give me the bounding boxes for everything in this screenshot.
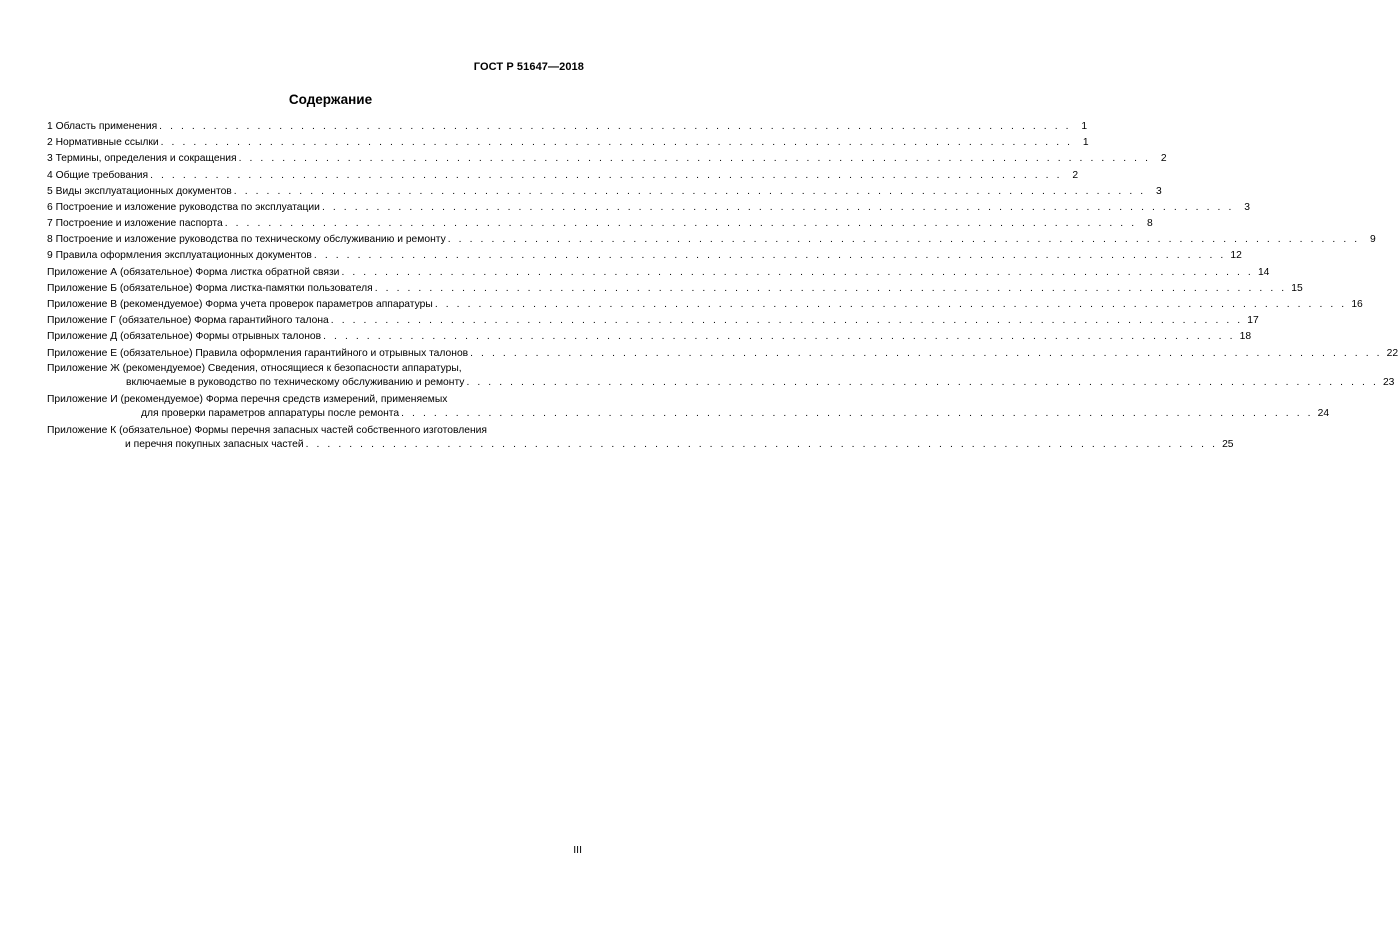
- leader-dots: . . . . . . . . . . . . . . . . . . . . . . . . . . . . . . . . . . . . . . . . . . . . . . . . . . . . . . . . . . . . . . . . . . . . . . . . . . . . . . . . . . . .: [330, 315, 1243, 327]
- leader-dots: . . . . . . . . . . . . . . . . . . . . . . . . . . . . . . . . . . . . . . . . . . . . . . . . . . . . . . . . . . . . . . . . . . . . . . . . . . . . . . . . . . . .: [238, 153, 1151, 165]
- toc-entry-label: 2 Нормативные ссылки: [47, 137, 159, 149]
- toc-entry-page: 16: [1351, 299, 1363, 311]
- toc-entry[interactable]: [47, 119, 1088, 135]
- toc-entry-label: Приложение Е (обязательное) Правила оформления гарантийного и отрывных талонов: [47, 347, 469, 359]
- table-of-contents: [47, 119, 1398, 455]
- leader-dots: . . . . . . . . . . . . . . . . . . . . . . . . . . . . . . . . . . . . . . . . . . . . . . . . . . . . . . . . . . . . . . . . . . . . . . . . . . . . . . . . . . . .: [374, 282, 1287, 294]
- toc-entry-page: 2: [1072, 169, 1079, 181]
- toc-entry[interactable]: [47, 151, 1167, 167]
- toc-entry-label-line2: и перечня покупных запасных частей: [125, 438, 304, 450]
- toc-entry-label: 1 Область применения: [47, 120, 158, 132]
- leader-dots: . . . . . . . . . . . . . . . . . . . . . . . . . . . . . . . . . . . . . . . . . . . . . . . . . . . . . . . . . . . . . . . . . . . . . . . . . . . . . . . . . . . .: [434, 299, 1347, 311]
- page-title: Содержание: [288, 92, 373, 107]
- leader-dots: . . . . . . . . . . . . . . . . . . . . . . . . . . . . . . . . . . . . . . . . . . . . . . . . . . . . . . . . . . . . . . . . . . . . . . . . . . . . . . . . . . . .: [224, 218, 1137, 230]
- document-id-header: ГОСТ Р 51647—2018: [473, 61, 584, 73]
- page-number-footer: III: [573, 844, 582, 856]
- toc-entry-label: 6 Построение и изложение руководства по эксплуатации: [47, 201, 320, 213]
- toc-entry-label: 4 Общие требования: [47, 169, 149, 181]
- leader-dots: . . . . . . . . . . . . . . . . . . . . . . . . . . . . . . . . . . . . . . . . . . . . . . . . . . . . . . . . . . . . . . . . . . . . . . . . . . . . . . . . . . . .: [323, 331, 1236, 343]
- toc-entry-page: 1: [1082, 137, 1089, 149]
- toc-entry-label: 3 Термины, определения и сокращения: [47, 153, 237, 165]
- toc-entry-page: 15: [1291, 282, 1303, 294]
- toc-entry[interactable]: [47, 424, 1234, 452]
- toc-entry[interactable]: [47, 200, 1250, 216]
- toc-entry-label: 9 Правила оформления эксплуатационных документов: [47, 250, 312, 262]
- leader-dots: . . . . . . . . . . . . . . . . . . . . . . . . . . . . . . . . . . . . . . . . . . . . . . . . . . . . . . . . . . . . . . . . . . . . . . . . . . . . . . . . . . . .: [341, 266, 1254, 278]
- toc-entry-page: 2: [1160, 153, 1167, 165]
- toc-entry[interactable]: [47, 297, 1363, 313]
- toc-entry-page: 24: [1317, 407, 1330, 419]
- toc-entry-page: 9: [1370, 234, 1376, 246]
- leader-dots: . . . . . . . . . . . . . . . . . . . . . . . . . . . . . . . . . . . . . . . . . . . . . . . . . . . . . . . . . . . . . . . . . . . . . . . . . . . . . . . . . . . .: [159, 120, 1072, 132]
- toc-entry-label-line1: Приложение И (рекомендуемое) Форма перечня средств измерений, применяемых: [47, 393, 448, 405]
- toc-entry-label: 8 Построение и изложение руководства по техническому обслуживанию и ремонту: [47, 234, 446, 246]
- toc-entry-page: 3: [1244, 201, 1250, 213]
- leader-dots: . . . . . . . . . . . . . . . . . . . . . . . . . . . . . . . . . . . . . . . . . . . . . . . . . . . . . . . . . . . . . . . . . . . . . . . . . . . . . . . . . . . .: [401, 407, 1314, 419]
- toc-entry-label: Приложение Г (обязательное) Форма гарантийного талона: [47, 315, 329, 327]
- toc-entry[interactable]: [47, 135, 1089, 151]
- leader-dots: . . . . . . . . . . . . . . . . . . . . . . . . . . . . . . . . . . . . . . . . . . . . . . . . . . . . . . . . . . . . . . . . . . . . . . . . . . . . . . . . . . . .: [305, 438, 1218, 450]
- toc-entry[interactable]: [47, 362, 1395, 390]
- toc-entry-label-line2: для проверки параметров аппаратуры после ремонта: [141, 407, 400, 419]
- toc-entry-label: Приложение Б (обязательное) Форма листка-памятки пользователя: [47, 282, 373, 294]
- toc-entry[interactable]: [47, 346, 1398, 362]
- toc-entry-label-line2: включаемые в руководство по техническому обслуживанию и ремонту: [126, 376, 465, 388]
- leader-dots: . . . . . . . . . . . . . . . . . . . . . . . . . . . . . . . . . . . . . . . . . . . . . . . . . . . . . . . . . . . . . . . . . . . . . . . . . . . . . . . . . . . .: [233, 185, 1146, 197]
- toc-entry-page: 18: [1239, 331, 1252, 343]
- toc-entry-page: 14: [1257, 266, 1270, 278]
- toc-entry[interactable]: [47, 184, 1162, 200]
- toc-entry[interactable]: [47, 168, 1079, 184]
- toc-entry-page: 3: [1156, 185, 1162, 197]
- toc-entry-page: 1: [1081, 120, 1088, 132]
- toc-entry-label-line1: Приложение Ж (рекомендуемое) Сведения, относящиеся к безопасности аппаратуры,: [47, 362, 462, 374]
- leader-dots: . . . . . . . . . . . . . . . . . . . . . . . . . . . . . . . . . . . . . . . . . . . . . . . . . . . . . . . . . . . . . . . . . . . . . . . . . . . . . . . . . . . .: [150, 169, 1063, 181]
- toc-entry-label: Приложение А (обязательное) Форма листка обратной связи: [47, 266, 340, 278]
- toc-entry[interactable]: [47, 313, 1259, 329]
- leader-dots: . . . . . . . . . . . . . . . . . . . . . . . . . . . . . . . . . . . . . . . . . . . . . . . . . . . . . . . . . . . . . . . . . . . . . . . . . . . . . . . . . . . .: [321, 201, 1234, 213]
- leader-dots: . . . . . . . . . . . . . . . . . . . . . . . . . . . . . . . . . . . . . . . . . . . . . . . . . . . . . . . . . . . . . . . . . . . . . . . . . . . . . . . . . . . .: [470, 347, 1383, 359]
- toc-entry-label: Приложение В (рекомендуемое) Форма учета проверок параметров аппаратуры: [47, 299, 433, 311]
- toc-entry-page: 25: [1222, 438, 1234, 450]
- toc-entry-label: Приложение Д (обязательное) Формы отрывных талонов: [47, 331, 322, 343]
- leader-dots: . . . . . . . . . . . . . . . . . . . . . . . . . . . . . . . . . . . . . . . . . . . . . . . . . . . . . . . . . . . . . . . . . . . . . . . . . . . . . . . . . . . .: [466, 376, 1379, 388]
- leader-dots: . . . . . . . . . . . . . . . . . . . . . . . . . . . . . . . . . . . . . . . . . . . . . . . . . . . . . . . . . . . . . . . . . . . . . . . . . . . . . . . . . . . .: [313, 250, 1226, 262]
- toc-entry-label: 7 Построение и изложение паспорта: [47, 218, 223, 230]
- toc-entry-page: 8: [1146, 218, 1153, 230]
- toc-entry[interactable]: [47, 393, 1330, 421]
- leader-dots: . . . . . . . . . . . . . . . . . . . . . . . . . . . . . . . . . . . . . . . . . . . . . . . . . . . . . . . . . . . . . . . . . . . . . . . . . . . . . . . . . . . .: [447, 234, 1360, 246]
- toc-entry[interactable]: [47, 232, 1376, 248]
- toc-entry[interactable]: [47, 249, 1242, 265]
- leader-dots: . . . . . . . . . . . . . . . . . . . . . . . . . . . . . . . . . . . . . . . . . . . . . . . . . . . . . . . . . . . . . . . . . . . . . . . . . . . . . . . . . . . .: [160, 137, 1073, 149]
- toc-entry-page: 17: [1247, 315, 1259, 327]
- toc-entry-label-line1: Приложение К (обязательное) Формы перечня запасных частей собственного изготовления: [47, 424, 487, 436]
- toc-entry-label: 5 Виды эксплуатационных документов: [47, 185, 232, 197]
- toc-entry-page: 12: [1230, 250, 1242, 262]
- toc-entry[interactable]: [47, 216, 1153, 232]
- toc-entry[interactable]: [47, 265, 1270, 281]
- toc-entry-page: 23: [1382, 376, 1395, 388]
- toc-entry[interactable]: [47, 329, 1252, 345]
- toc-entry[interactable]: [47, 281, 1303, 297]
- toc-entry-page: 22: [1386, 347, 1398, 359]
